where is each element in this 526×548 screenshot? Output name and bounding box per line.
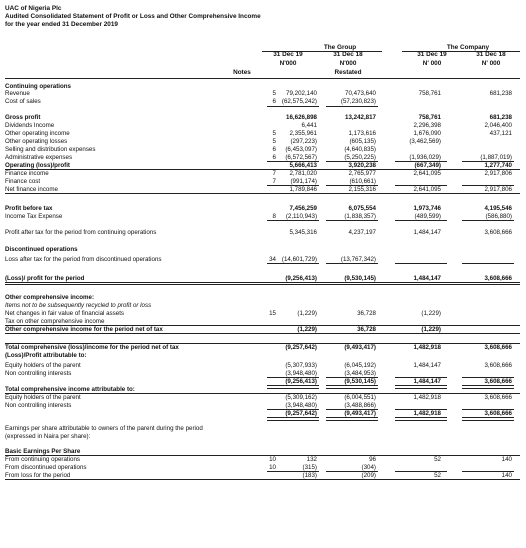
column-rule [326,263,378,264]
cell-company-2019: 1,973,746 [413,205,441,212]
cell-company-2019: 1,484,147 [413,362,441,369]
cell-company-2019: 1,484,147 [413,229,441,236]
row-label: Non controlling interests [5,402,72,409]
statement-title: Audited Consolidated Statement of Profit or Loss and Other Comprehensive Income [5,13,261,20]
notes-header: Notes [233,69,251,76]
cell-company-2018: 3,608,666 [484,378,512,385]
column-rule [326,106,378,107]
cell-group-2018: (3,484,953) [344,370,376,377]
row-label: (Loss)/ profit for the period [5,275,85,282]
row-label: Profit after tax for the period from continuing operations [5,229,157,236]
cell-group-2019: 5,345,316 [289,229,317,236]
cell-company-2018: 2,046,400 [484,122,512,129]
cell-group-2019: (5,307,933) [285,362,317,369]
cell-group-2018: (5,250,225) [344,154,376,161]
row-label: Items not to be subsequently recycled to profit or loss [5,302,152,309]
cell-company-2018: 4,195,546 [484,205,512,212]
row-label: Continuing operations [5,83,71,90]
cell-group-2018: 36,728 [357,310,376,317]
cell-group-2019: (2,110,943) [285,213,317,220]
cell-group-2018: (9,530,145) [344,378,376,385]
cell-group-2018: (13,767,342) [340,256,376,263]
cell-company-2019: (3,462,569) [409,138,441,145]
row-label: Total comprehensive (loss)/income for the period net of tax [5,344,179,351]
row-label: Total comprehensive income attributable to: [5,386,135,393]
row-label: Net finance income [5,186,58,193]
cell-company-2018: 437,121 [489,130,512,137]
row-note: 6 [272,154,276,161]
row-label: Profit before tax [5,205,53,212]
row-label: (expressed in Naira per share): [5,433,91,440]
cell-company-2019: 1,482,918 [413,410,441,417]
row-label: Revenue [5,90,30,97]
column-rule [462,385,514,389]
col-group-2018: 31 Dec 18 [333,51,363,58]
cell-group-2018: (6,045,192) [344,362,376,369]
company-name: UAC of Nigeria Plc [5,5,62,12]
row-label: Selling and distribution expenses [5,146,96,153]
cell-company-2019: 758,761 [418,90,441,97]
cell-group-2019: (5,309,162) [285,394,317,401]
cell-company-2018: 140 [501,456,512,463]
company-header: The Company [446,44,490,51]
statement-period: for the year ended 31 December 2019 [5,21,118,28]
row-label: Operating (loss)/profit [5,162,70,169]
column-rule [462,263,514,264]
cell-group-2018: 70,473,640 [345,90,376,97]
column-rule [395,220,447,221]
row-note: 8 [272,213,276,220]
row-label: Finance income [5,170,49,177]
row-label: Equity holders of the parent [5,394,81,401]
column-rule [326,417,378,421]
column-rule [326,385,378,389]
cell-company-2019: (1,936,029) [409,154,441,161]
cell-group-2018: 6,075,554 [348,205,376,212]
cell-company-2019: 1,482,918 [413,394,441,401]
row-label: Net changes in fair value of financial assets [5,310,125,317]
cell-company-2018: (586,880) [485,213,512,220]
cell-company-2018: 3,608,666 [484,362,512,369]
cell-group-2018: 13,242,817 [345,114,376,121]
cell-company-2019: (1,229) [421,310,441,317]
cell-company-2018: 3,608,666 [484,229,512,236]
row-rule [5,282,520,283]
cell-group-2018: (9,493,417) [344,410,376,417]
cell-group-2018: 2,765,977 [348,170,376,177]
row-label: Other comprehensive income: [5,294,95,301]
cell-group-2019: (6,453,097) [285,146,317,153]
cell-company-2018: (1,887,019) [480,154,512,161]
row-label: Basic Earnings Per Share [5,448,81,455]
cell-group-2018: (9,530,145) [344,275,376,282]
cell-company-2018: 140 [501,472,512,479]
row-label: Non controlling interests [5,370,72,377]
cell-group-2019: (991,174) [290,178,317,185]
cell-group-2018: (610,661) [349,178,376,185]
col-company-2018: 31 Dec 18 [476,51,506,58]
row-label: Other operating income [5,130,70,137]
cell-group-2019: (1,229) [297,326,317,333]
row-label: Finance cost [5,178,41,185]
cell-group-2018: 4,237,197 [348,229,376,236]
cell-company-2019: 2,641,095 [413,170,441,177]
cell-company-2018: 2,917,806 [484,170,512,177]
row-label: From discontinued operations [5,464,87,471]
cell-group-2019: 132 [306,456,317,463]
cell-company-2018: 1,277,740 [484,162,512,169]
row-label: Equity holders of the parent [5,362,81,369]
cell-group-2018: 2,155,316 [348,186,376,193]
cell-company-2018: 3,608,666 [484,344,512,351]
row-label: Dividends Income [5,122,55,129]
cell-company-2019: 52 [434,456,441,463]
column-rule [395,417,447,421]
cell-company-2019: 758,761 [418,114,441,121]
row-note: 15 [269,310,276,317]
row-note: 10 [269,456,276,463]
column-rule [267,106,319,107]
row-note: 5 [272,138,276,145]
row-label: Administrative expenses [5,154,73,161]
row-label: Income Tax Expense [5,213,63,220]
cell-group-2019: (3,948,480) [285,370,317,377]
cell-company-2019: 1,676,090 [413,130,441,137]
cell-group-2018: (304) [361,464,376,471]
row-label: Tax on other comprehensive income [5,318,105,325]
row-rule [5,284,520,285]
row-note: 7 [272,178,276,185]
cell-group-2018: (6,004,551) [344,394,376,401]
cell-company-2019: 1,482,918 [413,344,441,351]
cell-group-2019: 7,456,259 [289,205,317,212]
cell-group-2019: (1,229) [297,310,317,317]
cell-company-2018: 3,608,666 [484,410,512,417]
cell-company-2019: 1,484,147 [413,378,441,385]
row-note: 34 [269,256,276,263]
cell-group-2018: 3,920,238 [348,162,376,169]
cell-group-2019: (183) [302,472,317,479]
cell-group-2018: 36,728 [357,326,376,333]
cell-group-2019: (62,575,242) [281,98,317,105]
cell-group-2018: (57,230,823) [340,98,376,105]
cell-company-2019: (667,349) [414,162,441,169]
row-note: 10 [269,464,276,471]
cell-company-2019: (1,229) [421,326,441,333]
cell-group-2019: (9,257,642) [285,410,317,417]
column-rule [462,417,514,421]
cell-group-2018: (605,135) [349,138,376,145]
row-note: 7 [272,170,276,177]
column-rule [267,417,319,421]
cell-company-2019: (489,599) [414,213,441,220]
row-label: Other operating losses [5,138,68,145]
column-rule [395,263,447,264]
cell-group-2019: (9,256,413) [285,378,317,385]
col-group-2019: 31 Dec 19 [273,51,303,58]
row-note: 5 [272,90,276,97]
column-rule [395,385,447,389]
column-rule [326,220,378,221]
cell-group-2019: 2,355,961 [289,130,317,137]
row-label: Earnings per share attributable to owners of the parent during the period [5,425,203,432]
row-label: Cost of sales [5,98,41,105]
cell-group-2019: 2,781,020 [289,170,317,177]
row-label: Gross profit [5,114,41,121]
cell-company-2018: 681,238 [489,90,512,97]
cell-group-2019: 5,666,413 [289,162,317,169]
row-note: 6 [272,98,276,105]
cell-company-2019: 2,296,398 [413,122,441,129]
cell-group-2019: (315) [302,464,317,471]
row-label: From loss for the period [5,472,71,479]
cell-company-2018: 3,608,666 [484,394,512,401]
cell-company-2019: 52 [434,472,441,479]
cell-company-2019: 2,641,095 [413,186,441,193]
cell-group-2019: (6,572,567) [285,154,317,161]
cell-group-2019: 6,441 [301,122,317,129]
restated-label: Restated [334,69,362,76]
cell-group-2018: 1,173,616 [348,130,376,137]
cell-company-2018: 681,238 [489,114,512,121]
row-rule [5,193,520,194]
row-label: Loss after tax for the period from discontinued operations [5,256,162,263]
cell-group-2018: (4,640,835) [344,146,376,153]
row-label: Discontinued operations [5,246,78,253]
cell-group-2018: (9,493,417) [344,344,376,351]
row-label: From continuing operations [5,456,80,463]
column-rule [267,220,319,221]
cell-group-2018: (3,488,866) [344,402,376,409]
column-rule [267,385,319,389]
row-note: 6 [272,146,276,153]
cell-group-2019: (9,257,642) [285,344,317,351]
group-header: The Group [323,44,357,51]
row-label: (Loss)/Profit attributable to: [5,352,87,359]
cell-group-2019: (297,223) [290,138,317,145]
col-company-2019: 31 Dec 19 [417,51,447,58]
cell-group-2019: 1,789,846 [289,186,317,193]
cell-group-2019: (14,601,729) [281,256,317,263]
cell-group-2019: (9,256,413) [285,275,317,282]
cell-group-2019: (3,948,480) [285,402,317,409]
unit-company-2019: N' 000 [422,60,442,67]
row-rule [5,343,520,344]
cell-company-2018: 2,917,806 [484,186,512,193]
unit-company-2018: N' 000 [481,60,501,67]
header-bottom-rule [5,78,520,79]
cell-group-2019: 16,626,898 [286,114,317,121]
cell-company-2018: 3,608,666 [484,275,512,282]
cell-group-2019: 79,202,140 [286,90,317,97]
unit-group-2019: N'000 [279,60,297,67]
cell-group-2018: (209) [361,472,376,479]
cell-company-2019: 1,484,147 [413,275,441,282]
row-rule [5,333,520,334]
column-rule [462,220,514,221]
row-rule [5,479,520,480]
cell-group-2018: 96 [369,456,376,463]
row-label: Other comprehensive income for the period net of tax [5,326,163,333]
cell-group-2018: (1,838,357) [344,213,376,220]
row-note: 5 [272,130,276,137]
unit-group-2018: N'000 [339,60,357,67]
column-rule [267,263,319,264]
